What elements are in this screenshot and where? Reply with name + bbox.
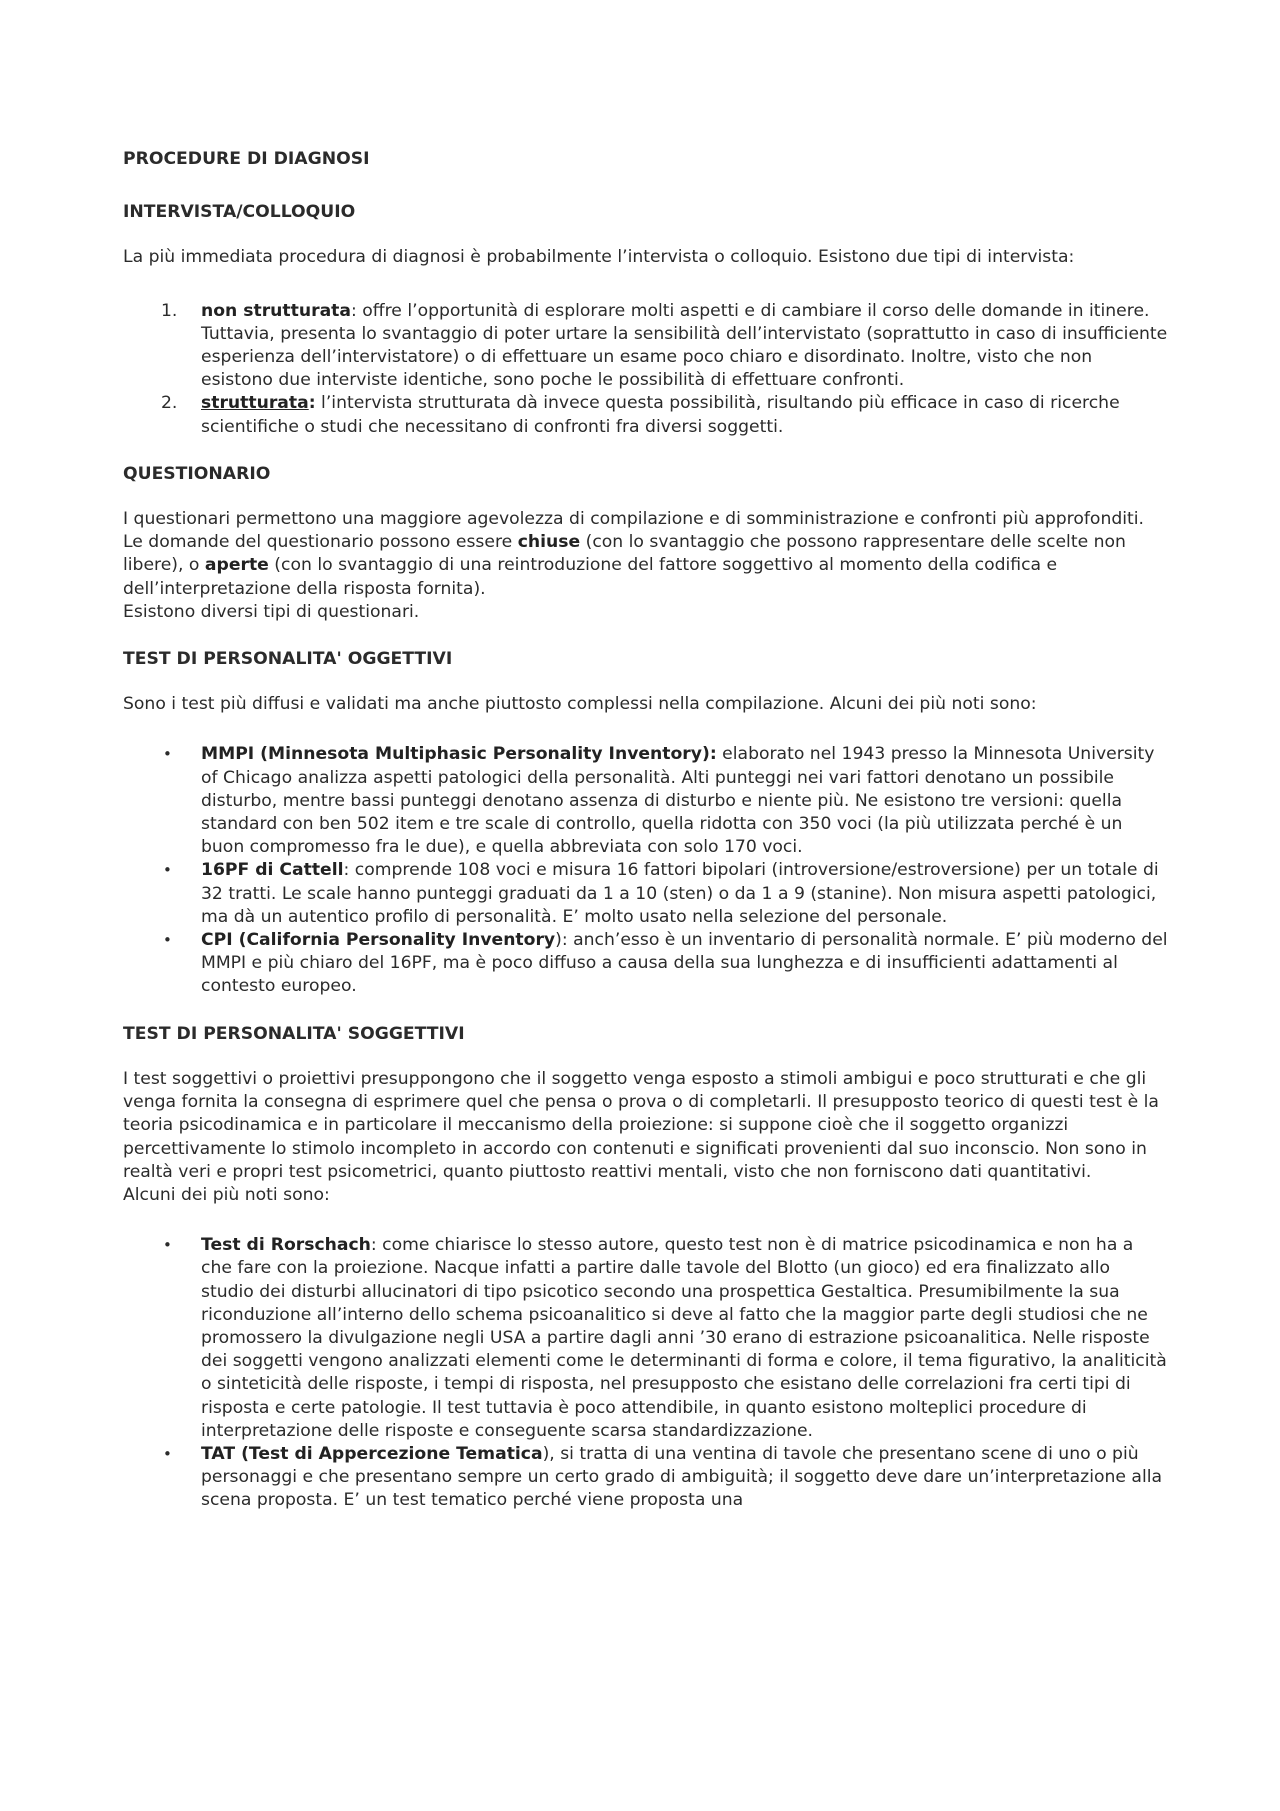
list-item — [123, 859, 1168, 929]
list-item — [123, 929, 1168, 999]
term: 16PF di Cattell — [201, 860, 344, 881]
list-item — [123, 392, 1168, 438]
bullet-icon: • — [163, 745, 172, 764]
list-item — [123, 743, 1168, 859]
term-chiuse: chiuse — [517, 532, 581, 553]
term-aperte: aperte — [204, 555, 269, 576]
heading-questionario: QUESTIONARIO — [123, 463, 271, 484]
intervista-intro: La più immediata procedura di diagnosi è probabilmente l’intervista o colloquio. Esistono due tipi di intervista: — [123, 247, 1075, 268]
term: CPI (California Personality Inventory — [201, 930, 556, 951]
list-item — [123, 300, 1168, 393]
oggettivi-intro: Sono i test più diffusi e validati ma anche piuttosto complessi nella compilazione. Alcuni dei più noti sono: — [123, 694, 1037, 715]
item-text: ), si tratta di una ventina di tavole che presentano scene di uno o più personaggi e che presentano sempre un certo grado di ambiguità; il soggetto deve dare un’interpretazione alla scena proposta. E’ un test tematico perché viene proposta una — [201, 1443, 1163, 1511]
list-number: 2. — [161, 393, 178, 414]
item-text: elaborato nel 1943 presso la Minnesota University of Chicago analizza aspetti patologici della personalità. Alti punteggi nei vari fattori denotano un possibile disturbo, mentre bassi punteggi denotano assenza di disturbo e niente più. Ne esistono tre versioni: quella standard con ben 502 item e tre scale di controllo, quella ridotta con 350 voci (la più utilizzata perché è un buon compromesso fra le due), e quella abbreviata con solo 170 voci. — [201, 744, 1155, 858]
term: MMPI (Minnesota Multiphasic Personality Inventory): — [201, 744, 717, 765]
term: strutturata — [201, 393, 309, 414]
questionario-p3: Esistono diversi tipi di questionari. — [123, 601, 420, 622]
questionario-p1: I questionari permettono una maggiore agevolezza di compilazione e di somministrazione e confronti più approfonditi. — [123, 509, 1145, 530]
list-item — [123, 1443, 1168, 1513]
item-text: offre l’opportunità di esplorare molti aspetti e di cambiare il corso delle domande in itinere. Tuttavia, presenta lo svantaggio di poter urtare la sensibilità dell’intervistato (soprattutto in caso di insufficiente esperienza dell’intervistatore) o di effettuare un esame poco chiaro e disordinato. Inoltre, visto che non esistono due interviste identiche, sono poche le possibilità di effettuare confronti. — [201, 300, 1168, 391]
soggettivi-intro: I test soggettivi o proiettivi presuppongono che il soggetto venga esposto a stimoli ambigui e poco strutturati e che gli venga fornita la consegna di esprimere quel che pensa o prova o di completarli. Il presupposto teorico di questi test è la teoria psicodinamica e in particolare il meccanismo della proiezione: si suppone cioè che il soggetto organizzi percettivamente lo stimolo incompleto in accordo con contenuti e significati provenienti dal suo inconscio. Non sono in realtà veri e propri test psicometrici, quanto piuttosto reattivi mentali, visto che non forniscono dati quantitativi. — [123, 1068, 1159, 1182]
heading-intervista: INTERVISTA/COLLOQUIO — [123, 202, 356, 223]
document-page — [123, 148, 1168, 1513]
term-separator: : — [308, 393, 316, 414]
bullet-icon: • — [163, 861, 172, 880]
questionario-p2 — [123, 531, 1168, 601]
item-text: : come chiarisce lo stesso autore, questo test non è di matrice psicodinamica e non ha a che fare con la proiezione. Nacque infatti a partire dalle tavole del Blotto (un gioco) ed era finalizzato allo studio dei disturbi allucinatori di tipo psicotico secondo una prospettica Gestaltica. Presumibilmente la sua riconduzione all’interno dello schema psicoanalitico si deve al fatto che la maggior parte degli studiosi che ne promossero la divulgazione negli USA a partire dagli anni ’30 erano di estrazione psicoanalitica. Nelle risposte dei soggetti vengono analizzati elementi come le determinanti di forma e colore, il tema figurativo, la analiticità o sinteticità delle risposte, i tempi di risposta, nel presupposto che esistano delle correlazioni fra certi tipi di risposta e certe patologie. Il test tuttavia è poco attendibile, in quanto esistono molteplici procedure di interpretazione delle risposte e conseguente scarsa standardizzazione. — [201, 1235, 1167, 1441]
term: non strutturata — [201, 300, 351, 321]
item-text: : comprende 108 voci e misura 16 fattori bipolari (introversione/estroversione) per un totale di 32 tratti. Le scale hanno punteggi graduati da 1 a 10 (sten) o da 1 a 9 (stanine). Non misura aspetti patologici, ma dà un autentico profilo di personalità. E’ molto usato nella selezione del personale. — [201, 860, 1159, 927]
item-text: l’intervista strutturata dà invece questa possibilità, risultando più efficace in caso di ricerche scientifiche o studi che necessitano di confronti fra diversi soggetti. — [201, 393, 1120, 437]
heading-procedure: PROCEDURE DI DIAGNOSI — [123, 149, 370, 169]
soggettivi-intro2: Alcuni dei più noti sono: — [123, 1184, 330, 1205]
list-number: 1. — [161, 300, 178, 321]
term-separator: : — [350, 300, 357, 321]
bullet-icon: • — [163, 931, 172, 950]
list-item — [123, 1234, 1168, 1443]
oggettivi-list — [123, 743, 1168, 998]
heading-soggettivi: TEST DI PERSONALITA' SOGGETTIVI — [123, 1023, 465, 1044]
bullet-icon: • — [163, 1236, 172, 1255]
bullet-icon: • — [163, 1444, 172, 1463]
text-run: (con lo svantaggio di una reintroduzione del fattore soggettivo al momento della codifica e dell’interpretazione della risposta fornita). — [123, 555, 1058, 599]
term: Test di Rorschach — [201, 1235, 371, 1256]
term: TAT (Test di Appercezione Tematica — [201, 1443, 543, 1464]
text-run: (con lo svantaggio che possono rappresentare delle scelte non libere), o — [123, 532, 1126, 576]
soggettivi-list — [123, 1234, 1168, 1512]
intervista-list — [123, 300, 1168, 439]
item-text: ): anch’esso è un inventario di personalità normale. E’ più moderno del MMPI e più chiaro del 16PF, ma è poco diffuso a causa della sua lunghezza e di insufficienti adattamenti al contesto europeo. — [201, 930, 1168, 997]
text-run: Le domande del questionario possono essere — [123, 532, 518, 553]
heading-oggettivi: TEST DI PERSONALITA' OGGETTIVI — [123, 649, 453, 670]
